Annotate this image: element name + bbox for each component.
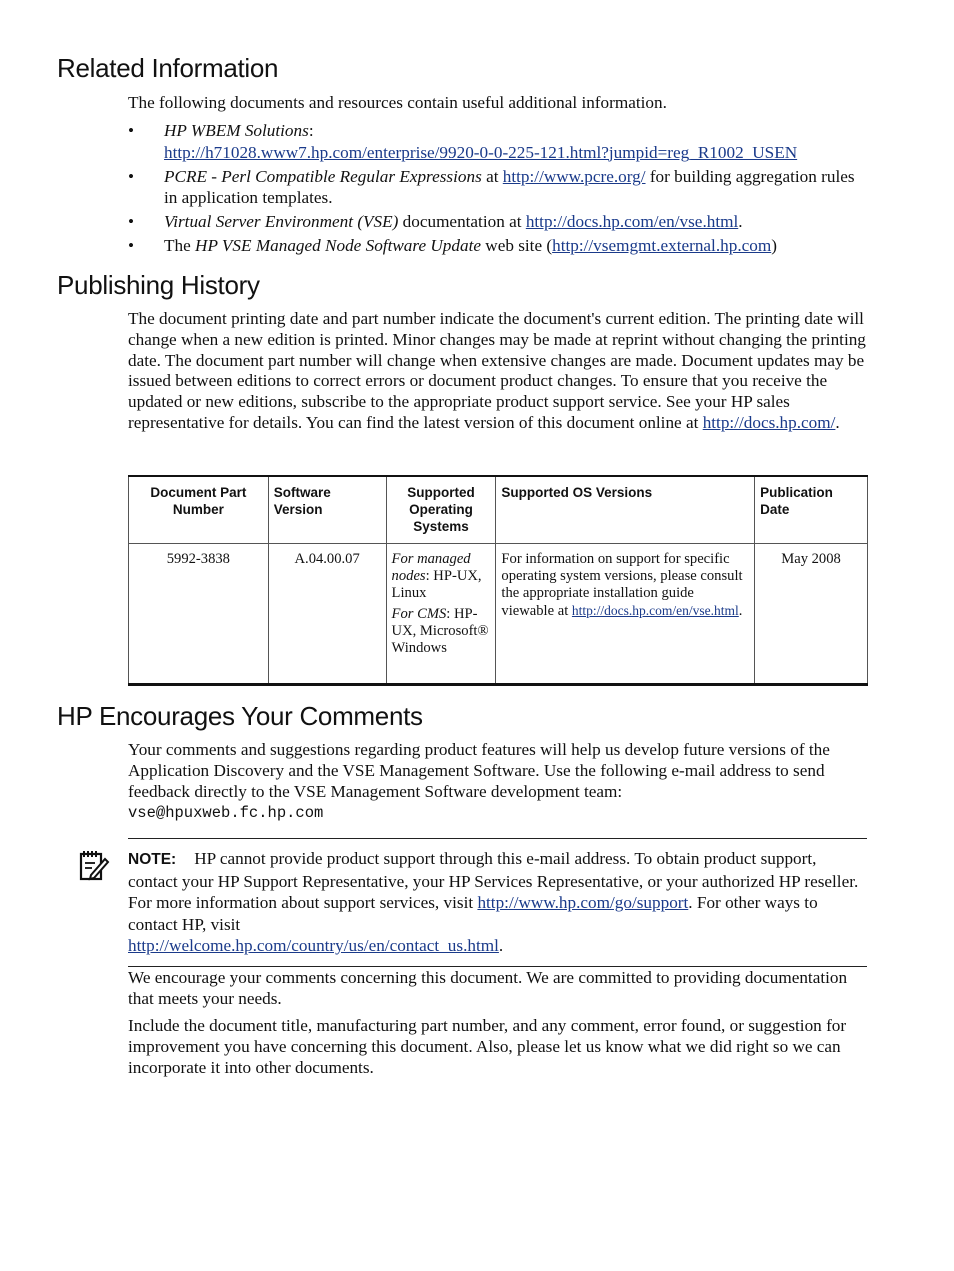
- vse-docs-link[interactable]: http://docs.hp.com/en/vse.html: [525, 212, 739, 231]
- publishing-paragraph: The document printing date and part number indicate the document's current edition. The printing date will change when a new edition is printed. Minor changes may be made at reprint without changing the printing date. The document part number will change when extensive changes are made. Document updates may be issued between editions to correct errors or document product changes. To ensure that you receive the updated or new editions, subscribe to the appropriate product support service. See your HP sales representative for details. You can find the latest version of this document online at http://docs.hp.com/.: [128, 309, 866, 432]
- hp-support-link[interactable]: http://www.hp.com/go/support: [477, 893, 689, 913]
- list-item: • PCRE - Perl Compatible Regular Expressions at http://www.pcre.org/ for building aggregation rules in application templates.: [128, 166, 855, 207]
- header-part-number: Document Part Number: [129, 476, 269, 544]
- feedback-email: vse@hpuxweb.fc.hp.com: [128, 804, 324, 823]
- list-item: • Virtual Server Environment (VSE) documentation at http://docs.hp.com/en/vse.html.: [128, 212, 743, 231]
- pcre-link[interactable]: http://www.pcre.org/: [502, 166, 646, 186]
- comments-include-paragraph: Include the document title, manufacturing part number, and any comment, error found, or suggestion for improvement you have concerning this document. Also, please let us know what we did right so we can incorporate it into other documents.: [128, 1016, 847, 1077]
- note-box: NOTE: HP cannot provide product support through this e-mail address. To obtain product support, contact your HP Support Representative, your HP Services Representative, or your authorized HP reseller. For more information about support services, visit http://www.hp.com/go/support. For other ways to contact HP, visit http://welcome.hp.com/country/us/en/contact_us.html.: [128, 838, 867, 967]
- comments-encourage-paragraph: We encourage your comments concerning this document. We are committed to providing documentation that meets your needs.: [128, 968, 848, 1008]
- related-intro: The following documents and resources contain useful additional information.: [128, 93, 667, 112]
- list-item: • HP WBEM Solutions: http://h71028.www7.hp.com/enterprise/9920-0-0-225-121.html?jumpid=reg_R1002_USEN: [128, 121, 798, 162]
- comments-paragraph: Your comments and suggestions regarding product features will help us develop future versions of the Application Discovery and the VSE Management Software. Use the following e-mail address to send feedback directly to the VSE Management Software development team: vse@hpuxweb.fc.hp.com: [128, 740, 830, 823]
- table-header-row: [129, 476, 868, 544]
- comments-heading: HP Encourages Your Comments: [57, 701, 423, 731]
- note-icon: [78, 850, 110, 882]
- table-row: [129, 544, 868, 685]
- header-supported-os: Supported Operating Systems: [386, 476, 496, 544]
- list-item: • The HP VSE Managed Node Software Update web site (http://vsemgmt.external.hp.com): [128, 236, 777, 255]
- related-information-heading: Related Information: [57, 53, 279, 83]
- docs-hp-link[interactable]: http://docs.hp.com/: [702, 412, 836, 432]
- cell-software-version: A.04.00.07: [268, 544, 386, 685]
- cell-publication-date: May 2008: [755, 544, 868, 685]
- publishing-history-table: [128, 475, 868, 686]
- header-publication-date: Publication Date: [755, 476, 868, 544]
- cell-part-number: 5992-3838: [129, 544, 269, 685]
- header-os-versions: Supported OS Versions: [496, 476, 755, 544]
- hp-contact-link[interactable]: http://welcome.hp.com/country/us/en/contact_us.html: [128, 936, 499, 956]
- header-software-version: Software Version: [268, 476, 386, 544]
- vse-docs-table-link[interactable]: http://docs.hp.com/en/vse.html: [571, 603, 739, 618]
- note-label: NOTE:: [128, 851, 177, 868]
- cell-supported-os: For managed nodes: HP-UX, Linux For CMS: HP-UX, Microsoft® Windows: [386, 544, 496, 685]
- cell-os-versions: For information on support for specific operating system versions, please consult the appropriate installation guide viewable at http://docs.hp.com/en/vse.html.: [496, 544, 755, 685]
- related-list: [128, 120, 868, 259]
- vsemgmt-link[interactable]: http://vsemgmt.external.hp.com: [552, 236, 772, 255]
- publishing-history-heading: Publishing History: [57, 270, 260, 300]
- hp-wbem-link[interactable]: http://h71028.www7.hp.com/enterprise/9920-0-0-225-121.html?jumpid=reg_R1002_USEN: [164, 142, 798, 162]
